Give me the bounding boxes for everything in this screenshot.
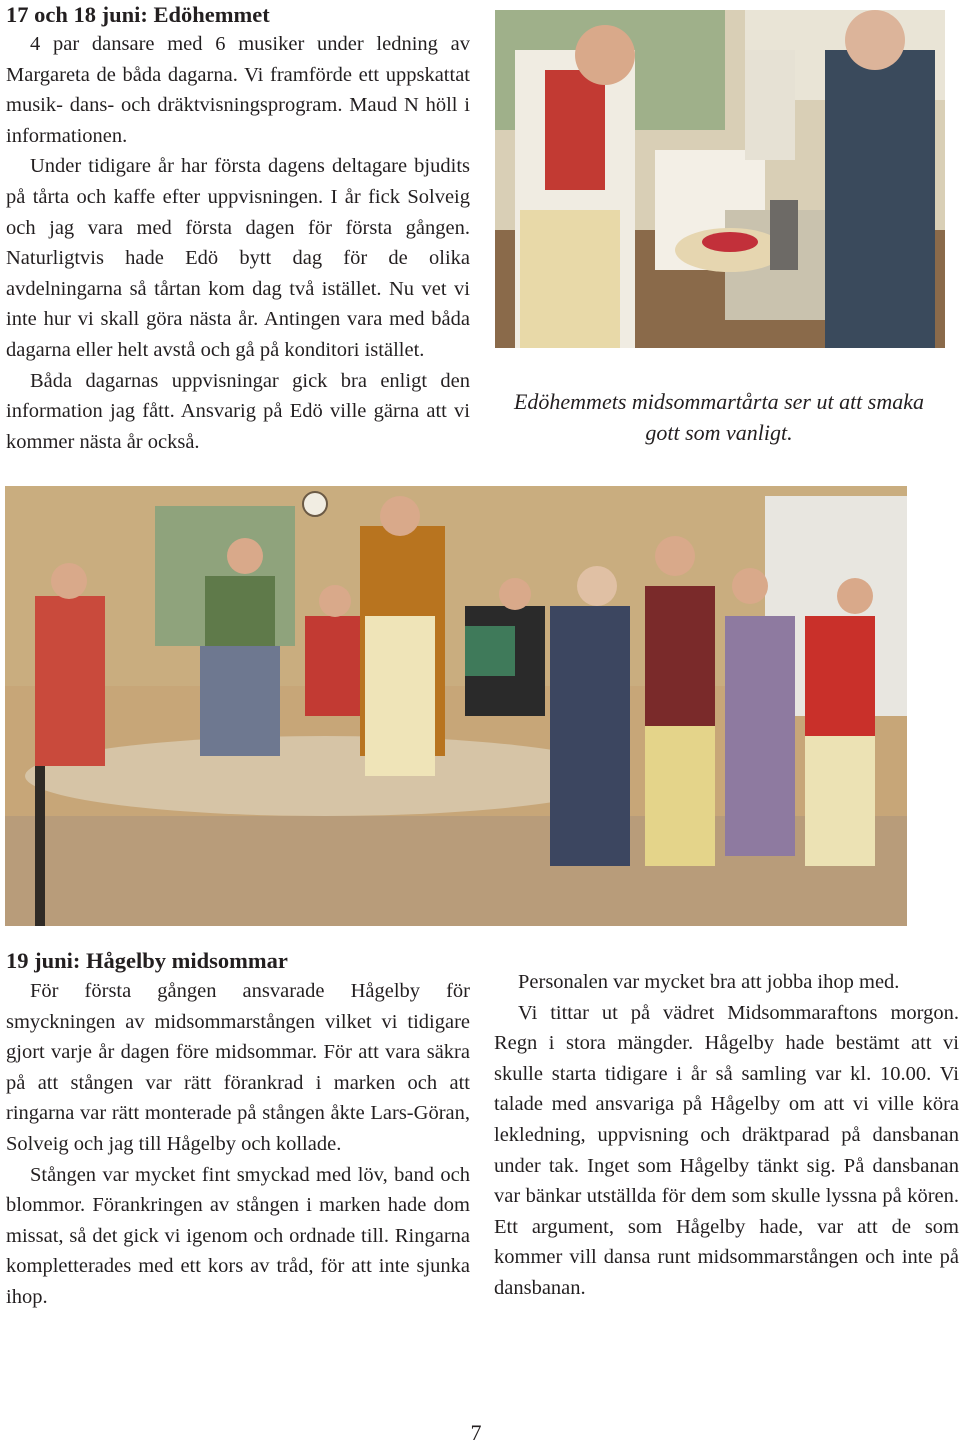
paragraph: 4 par dansare med 6 musiker under ledning av Margareta de båda dagarna. Vi framförde ett uppskattat musik- dans- och dräktvisningsprogram. Maud N höll i informationen. [6, 33, 470, 147]
section-text-hagelby-left [6, 976, 470, 1313]
section-heading-hagelby: 19 juni: Hågelby midsommar [6, 948, 288, 973]
photo-midsummer-cake [495, 10, 945, 348]
page-number: 7 [470, 1420, 482, 1445]
paragraph: Under tidigare år har första dagens deltagare bjudits på tårta och kaffe efter uppvisningen. I år fick Solveig och jag vara med första dagen för första gången. Naturligtvis hade Edö bytt dag för de olika avdelningarna så tårtan kom dag två istället. Nu vet vi inte hur vi skall göra nästa år. Antingen vara med båda dagarna eller helt avstå och gå på konditori istället. [6, 155, 470, 361]
section-text-hagelby-right [494, 967, 959, 1304]
paragraph: För första gången ansvarade Hågelby för smyckningen av midsommarstången vilket vi tidigare gjort varje år dagen före midsommar. För att vara säkra på att stången var rätt förankrad i marken och att ringarna var rätt monterade på stången åkte Lars-Göran, Solveig och jag till Hågelby och kollade. [6, 980, 470, 1155]
paragraph: Personalen var mycket bra att jobba ihop med. [518, 971, 900, 993]
paragraph: Båda dagarnas uppvisningar gick bra enligt den information jag fått. Ansvarig på Edö ville gärna att vi kommer nästa år också. [6, 369, 470, 453]
photo-folk-dancers [5, 486, 907, 926]
section-heading-edohemmet: 17 och 18 juni: Edöhemmet [6, 2, 270, 27]
section-text-edohemmet [6, 29, 470, 457]
paragraph: Stången var mycket fint smyckad med löv, band och blommor. Förankringen av stången i marken hade dom missat, så det gick vi igenom och ordnade till. Ringarna kompletterades med ett kors av tråd, för att inte sjunka ihop. [6, 1163, 470, 1308]
paragraph: Vi tittar ut på vädret Midsommaraftons morgon. Regn i stora mängder. Hågelby hade bestämt att vi skulle starta tidigare i år så samling var kl. 10.00. Vi talade med ansvariga på Hågelby om att vi ville köra lekledning, uppvisning och dräktparad på dansbanan under tak. Inget som Hågelby tänkt sig. På dansbanan var bänkar utställda för dem som skulle lyssna på kören. Ett argument, som Hågelby hade, var att de som kommer vill dansa runt midsommarstången och inte på dansbanan. [494, 1001, 959, 1299]
photo-caption: Edöhemmets midsommartårta ser ut att smaka gott som vanligt. [513, 389, 925, 445]
